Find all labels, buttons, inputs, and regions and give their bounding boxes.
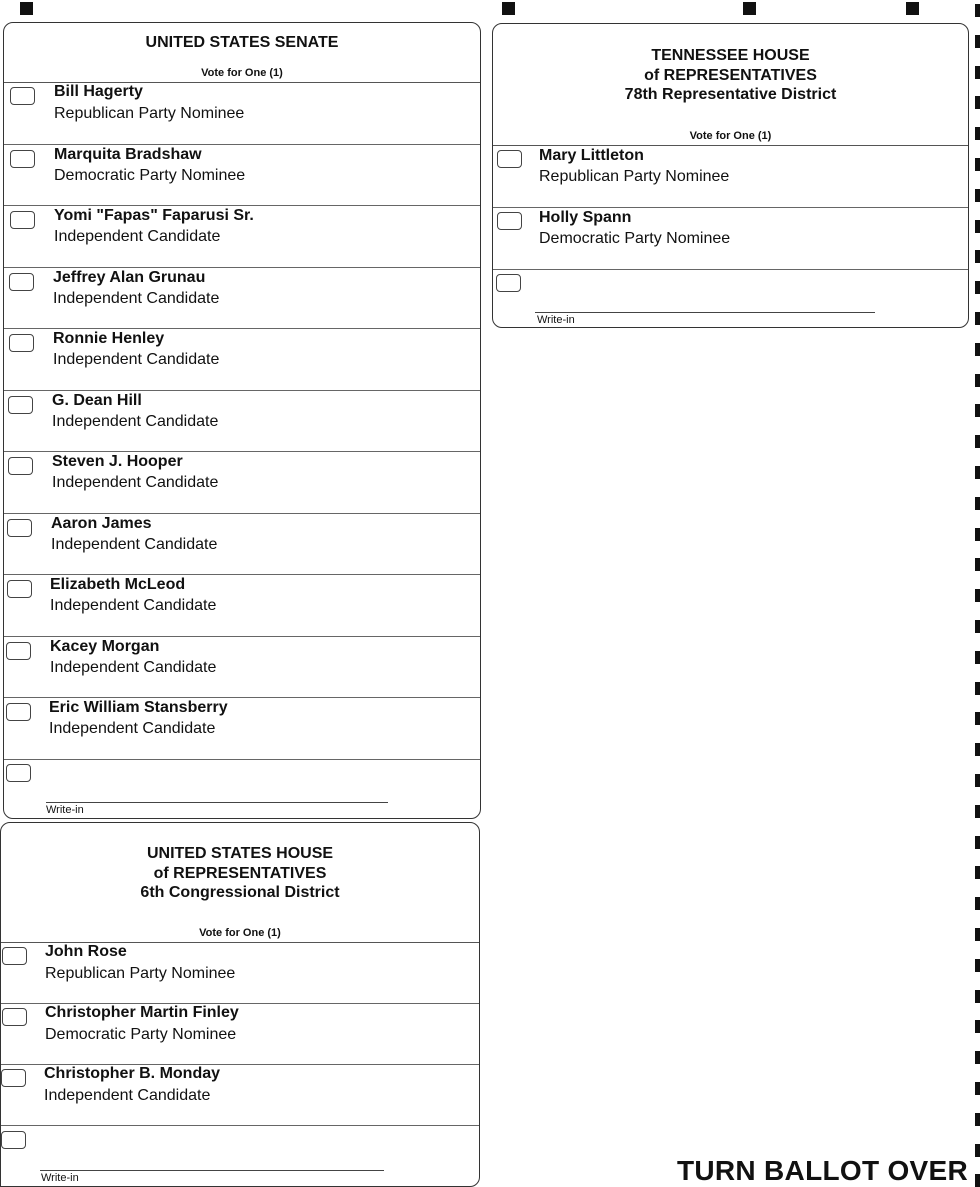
turn-ballot-over-notice: TURN BALLOT OVER xyxy=(676,1155,968,1186)
timing-mark xyxy=(975,374,980,387)
contest-title: 78th Representative District xyxy=(624,86,837,103)
timing-mark xyxy=(975,990,980,1003)
candidate-row[interactable] xyxy=(4,391,480,453)
timing-mark xyxy=(975,1144,980,1157)
candidate-row[interactable] xyxy=(1,1065,479,1126)
timing-mark xyxy=(975,96,980,109)
timing-mark xyxy=(975,66,980,79)
writein-line[interactable] xyxy=(46,802,388,803)
candidate-name: Bill Hagerty xyxy=(54,83,143,100)
timing-mark xyxy=(975,435,980,448)
candidate-party: Republican Party Nominee xyxy=(539,168,730,185)
timing-mark xyxy=(975,497,980,510)
timing-mark xyxy=(975,589,980,602)
timing-mark xyxy=(975,682,980,695)
candidate-row[interactable] xyxy=(493,146,968,208)
candidate-party: Democratic Party Nominee xyxy=(539,230,731,247)
timing-mark xyxy=(975,250,980,263)
alignment-mark xyxy=(502,2,515,15)
writein-line[interactable] xyxy=(535,312,875,313)
timing-mark xyxy=(975,1113,980,1126)
writein-line[interactable] xyxy=(40,1170,384,1171)
contest-title: of REPRESENTATIVES xyxy=(644,66,817,84)
candidate-row[interactable] xyxy=(1,1004,479,1065)
candidate-party: Independent Candidate xyxy=(50,597,217,614)
candidate-name: Holly Spann xyxy=(539,209,632,226)
vote-oval[interactable] xyxy=(10,211,35,229)
candidate-list xyxy=(1,943,479,1186)
contest-header xyxy=(4,23,480,83)
contest-us-senate xyxy=(3,22,481,819)
vote-oval[interactable] xyxy=(6,642,31,660)
writein-label: Write-in xyxy=(46,803,84,816)
vote-oval[interactable] xyxy=(10,87,35,105)
candidate-row[interactable] xyxy=(4,514,480,576)
candidate-name: Steven J. Hooper xyxy=(52,453,183,470)
timing-mark xyxy=(975,774,980,787)
vote-for-instruction: Vote for One (1) xyxy=(201,67,283,79)
candidate-row[interactable] xyxy=(4,83,480,145)
vote-oval[interactable] xyxy=(1,1131,26,1149)
candidate-row[interactable] xyxy=(4,145,480,207)
candidate-name: Aaron James xyxy=(51,514,152,532)
alignment-mark xyxy=(743,2,756,15)
contest-title: of REPRESENTATIVES xyxy=(153,864,327,882)
candidate-name: Christopher Martin Finley xyxy=(45,1004,239,1021)
candidate-party: Independent Candidate xyxy=(53,289,220,307)
timing-mark xyxy=(975,466,980,479)
candidate-name: Mary Littleton xyxy=(539,147,644,164)
vote-oval[interactable] xyxy=(8,457,33,475)
timing-mark xyxy=(975,558,980,571)
candidate-row[interactable] xyxy=(4,206,480,268)
timing-mark xyxy=(975,712,980,725)
writein-row[interactable] xyxy=(4,760,480,818)
contest-header xyxy=(493,24,968,146)
vote-oval[interactable] xyxy=(6,764,31,782)
candidate-party: Independent Candidate xyxy=(54,228,221,245)
candidate-name: Yomi "Fapas" Faparusi Sr. xyxy=(54,207,254,224)
timing-mark xyxy=(975,158,980,171)
candidate-name: Kacey Morgan xyxy=(50,637,160,655)
candidate-name: G. Dean Hill xyxy=(52,391,142,409)
candidate-row[interactable] xyxy=(4,698,480,760)
candidate-list xyxy=(493,146,968,326)
timing-mark xyxy=(975,4,980,17)
vote-oval[interactable] xyxy=(9,273,34,291)
candidate-row[interactable] xyxy=(4,268,480,330)
timing-mark xyxy=(975,343,980,356)
candidate-party: Republican Party Nominee xyxy=(54,105,245,122)
contest-title: UNITED STATES SENATE xyxy=(145,34,339,51)
candidate-party: Independent Candidate xyxy=(44,1087,211,1104)
timing-mark xyxy=(975,220,980,233)
timing-mark xyxy=(975,1051,980,1064)
writein-row[interactable] xyxy=(1,1126,479,1186)
timing-mark xyxy=(975,404,980,417)
vote-oval[interactable] xyxy=(497,212,522,230)
candidate-row[interactable] xyxy=(4,575,480,637)
timing-mark xyxy=(975,959,980,972)
timing-mark xyxy=(975,743,980,756)
vote-oval[interactable] xyxy=(1,1069,26,1087)
timing-mark xyxy=(975,928,980,941)
candidate-party: Independent Candidate xyxy=(49,720,216,737)
candidate-party: Independent Candidate xyxy=(50,658,217,676)
timing-mark xyxy=(975,528,980,541)
timing-mark xyxy=(975,836,980,849)
alignment-mark xyxy=(20,2,33,15)
vote-oval[interactable] xyxy=(10,150,35,168)
candidate-row[interactable] xyxy=(4,329,480,391)
vote-oval[interactable] xyxy=(7,580,32,598)
contest-tn-house xyxy=(492,23,969,328)
writein-label: Write-in xyxy=(537,314,575,326)
contest-header xyxy=(1,823,479,943)
timing-mark xyxy=(975,620,980,633)
vote-oval[interactable] xyxy=(7,519,32,537)
timing-mark xyxy=(975,281,980,294)
candidate-name: Eric William Stansberry xyxy=(49,699,228,716)
timing-mark xyxy=(975,312,980,325)
vote-oval[interactable] xyxy=(8,396,33,414)
alignment-mark xyxy=(906,2,919,15)
vote-oval[interactable] xyxy=(2,1008,27,1026)
contest-title: TENNESSEE HOUSE xyxy=(651,47,810,64)
timing-mark xyxy=(975,1020,980,1033)
vote-for-instruction: Vote for One (1) xyxy=(689,130,772,142)
candidate-row[interactable] xyxy=(4,637,480,699)
candidate-row[interactable] xyxy=(493,208,968,270)
vote-oval[interactable] xyxy=(497,150,522,168)
vote-oval[interactable] xyxy=(9,334,34,352)
candidate-party: Independent Candidate xyxy=(52,474,219,491)
candidate-party: Independent Candidate xyxy=(53,351,220,368)
candidate-party: Republican Party Nominee xyxy=(45,965,236,982)
timing-mark xyxy=(975,35,980,48)
vote-oval[interactable] xyxy=(496,274,521,292)
timing-mark xyxy=(975,127,980,140)
timing-mark xyxy=(975,1082,980,1095)
timing-mark xyxy=(975,866,980,879)
writein-row[interactable] xyxy=(493,270,968,326)
candidate-name: Christopher B. Monday xyxy=(44,1065,221,1082)
candidate-row[interactable] xyxy=(4,452,480,514)
timing-mark xyxy=(975,805,980,818)
timing-mark xyxy=(975,189,980,202)
candidate-name: Marquita Bradshaw xyxy=(54,145,202,163)
timing-mark xyxy=(975,651,980,664)
candidate-party: Independent Candidate xyxy=(52,412,219,430)
vote-oval[interactable] xyxy=(2,947,27,965)
candidate-party: Democratic Party Nominee xyxy=(45,1026,237,1043)
candidate-name: John Rose xyxy=(45,943,127,960)
contest-title: UNITED STATES HOUSE xyxy=(146,845,334,862)
candidate-party: Democratic Party Nominee xyxy=(54,166,246,184)
candidate-row[interactable] xyxy=(1,943,479,1004)
timing-mark xyxy=(975,897,980,910)
contest-title: 6th Congressional District xyxy=(140,884,340,901)
timing-mark xyxy=(975,1174,980,1187)
vote-for-instruction: Vote for One (1) xyxy=(199,927,281,939)
contest-us-house xyxy=(0,822,480,1187)
candidate-name: Ronnie Henley xyxy=(53,330,165,347)
candidate-list xyxy=(4,83,480,818)
candidate-name: Elizabeth McLeod xyxy=(50,576,186,593)
vote-oval[interactable] xyxy=(6,703,31,721)
candidate-party: Independent Candidate xyxy=(51,535,218,553)
writein-label: Write-in xyxy=(41,1172,79,1184)
candidate-name: Jeffrey Alan Grunau xyxy=(53,268,206,286)
